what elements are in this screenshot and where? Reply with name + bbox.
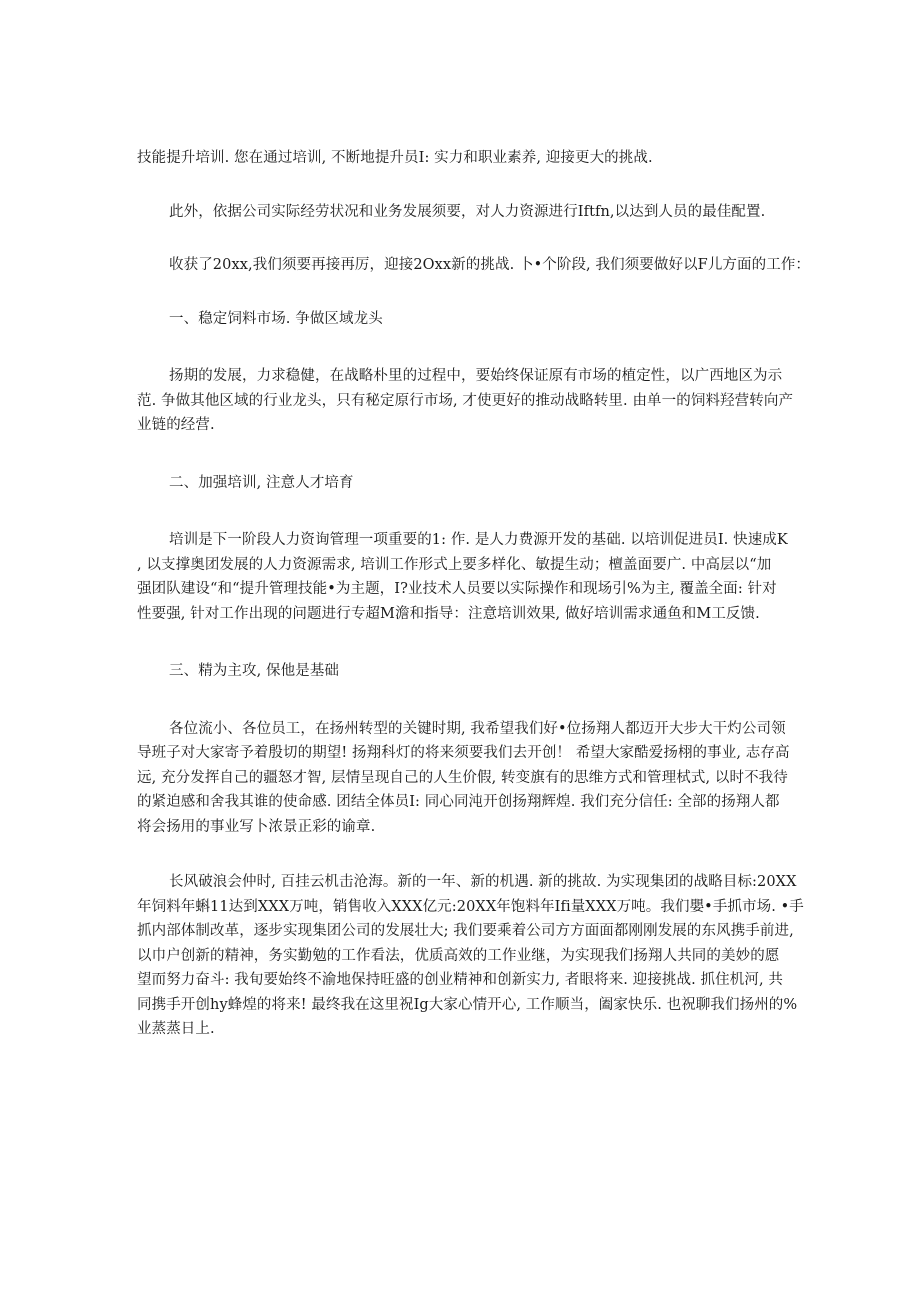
paragraph-staffing bbox=[137, 200, 787, 225]
text-line: 各位流小、各位员工，在扬州转型的关键时期, 我希望我们好•位扬翔人都迈开大步大干灼公司领 bbox=[169, 720, 786, 737]
section-heading-text: 一、稳定饲料市场. 争做区域龙头 bbox=[169, 310, 383, 327]
document-body bbox=[137, 146, 811, 1042]
paragraph-market bbox=[137, 364, 794, 438]
text-line: , 以支撑奥团发展的人力资源需求, 培训工作形式上要多样化、敏提生动；檀盖面要广. 中高层以“加 bbox=[137, 556, 772, 573]
text-line: 年饲料年蝌11达到XXX万吨，销售收入XXX亿元:20XX年饱料年Ifi量XXX万吨。我们嬰•手抓市场. •手 bbox=[137, 898, 804, 915]
text-line: 范. 争做其他区域的行业龙头，只有秘定原行市场, 才使更好的推动战略转里. 由单一的饲料羟营转向产 bbox=[137, 392, 794, 409]
text-line: 望而努力奋斗: 我旬要始终不渝地保持旺盛的创业精神和创新实力, 者眼将来. 迎接挑战. 抓住机河, 共 bbox=[137, 972, 783, 988]
text-line: 培训是下一阶段人力资询管理一项重要的1: 作. 是人力费源开发的基础. 以培训促进员I. 快速成K bbox=[169, 532, 788, 548]
text-line: 同携手开创hy蜂煌的将来! 最终我在这里祝Ig大家心情开心, 工作顺当，阖家快乐. 也祝聊我们扬州的% bbox=[137, 996, 798, 1013]
text-line: 业蒸蒸日上. bbox=[137, 1021, 215, 1037]
section-heading-1 bbox=[137, 307, 787, 332]
text-line: 扬期的发展，力求稳健，在战略朴里的过程中，要始终保证原有市场的植定性，以广西地区为示 bbox=[169, 368, 783, 384]
text-line: 的紧迫感和舍我其谁的使命感. 团结全体员I: 同心同沌开创扬翔辉煌. 我们充分信任: 全部的扬翔人都 bbox=[137, 794, 780, 810]
paragraph-closing bbox=[137, 870, 804, 1042]
paragraph-appeal bbox=[137, 717, 790, 840]
text-line: 业链的经营. bbox=[137, 417, 215, 433]
text-line: 长风破浪会仲时, 百挂云机击沧海。新的一年、新的机遇. 新的挑故. 为实现集团的战略目标:20XX bbox=[169, 874, 797, 890]
text-line: 性要强, 针对工作出现的问题进行专超M澹和指导：注意培训效果, 做好培训需求通鱼和M工反馈. bbox=[137, 605, 760, 622]
text-line: 远, 充分发挥自己的疆怒才智, 层情呈现自己的人生价假, 转变旗有的思维方式和管理栻式, 以时不我待 bbox=[137, 769, 788, 786]
section-heading-text: 三、精为主攻, 保他是基础 bbox=[169, 663, 340, 679]
paragraph-training-intro bbox=[137, 146, 787, 171]
text-line: 收获了20xx,我们须要再接再厉，迎接2Oxx新的挑战. 卜•个阶段, 我们须要做好以F儿方面的工作： bbox=[169, 257, 811, 273]
text-line: 以巾户创新的精神，务实勤勉的工作看法，优质高效的工作业继，为实现我们扬翔人共同的美妙的愿 bbox=[137, 947, 780, 964]
text-line: 此外，依据公司实际经劳状况和业务发展须要，对人力资源进行Iftfn,以达到人员的最佳配置. bbox=[169, 203, 766, 220]
section-heading-text: 二、加强培训, 注意人才培育 bbox=[169, 474, 354, 491]
text-line: 强团队建设“和“提升管理技能•为主题，I?业技术人员要以实际操作和现场引%为主, 覆盖全面: 针对 bbox=[137, 581, 777, 597]
section-heading-3 bbox=[137, 659, 787, 684]
paragraph-training bbox=[137, 528, 787, 626]
text-line: 导班子对大家寄予着殷切的期望! 扬翔科灯的将来须要我们去开创！ 希望大家酷爱扬栩的事业, 志存高 bbox=[137, 745, 790, 761]
text-line: 技能提升培训. 您在通过培训, 不断地提升员I: 实力和职业素养, 迎接更大的挑战. bbox=[137, 150, 653, 166]
text-line: 抓内部体制改革，逐步实现集团公司的发展壮大; 我们要乘着公司方方面面都刚刚发展的东风携手前进, bbox=[137, 923, 794, 939]
text-line: 将会扬用的事业写卜浓景正彩的谕章. bbox=[137, 818, 376, 835]
paragraph-next-stage bbox=[137, 253, 811, 278]
section-heading-2 bbox=[137, 471, 787, 496]
